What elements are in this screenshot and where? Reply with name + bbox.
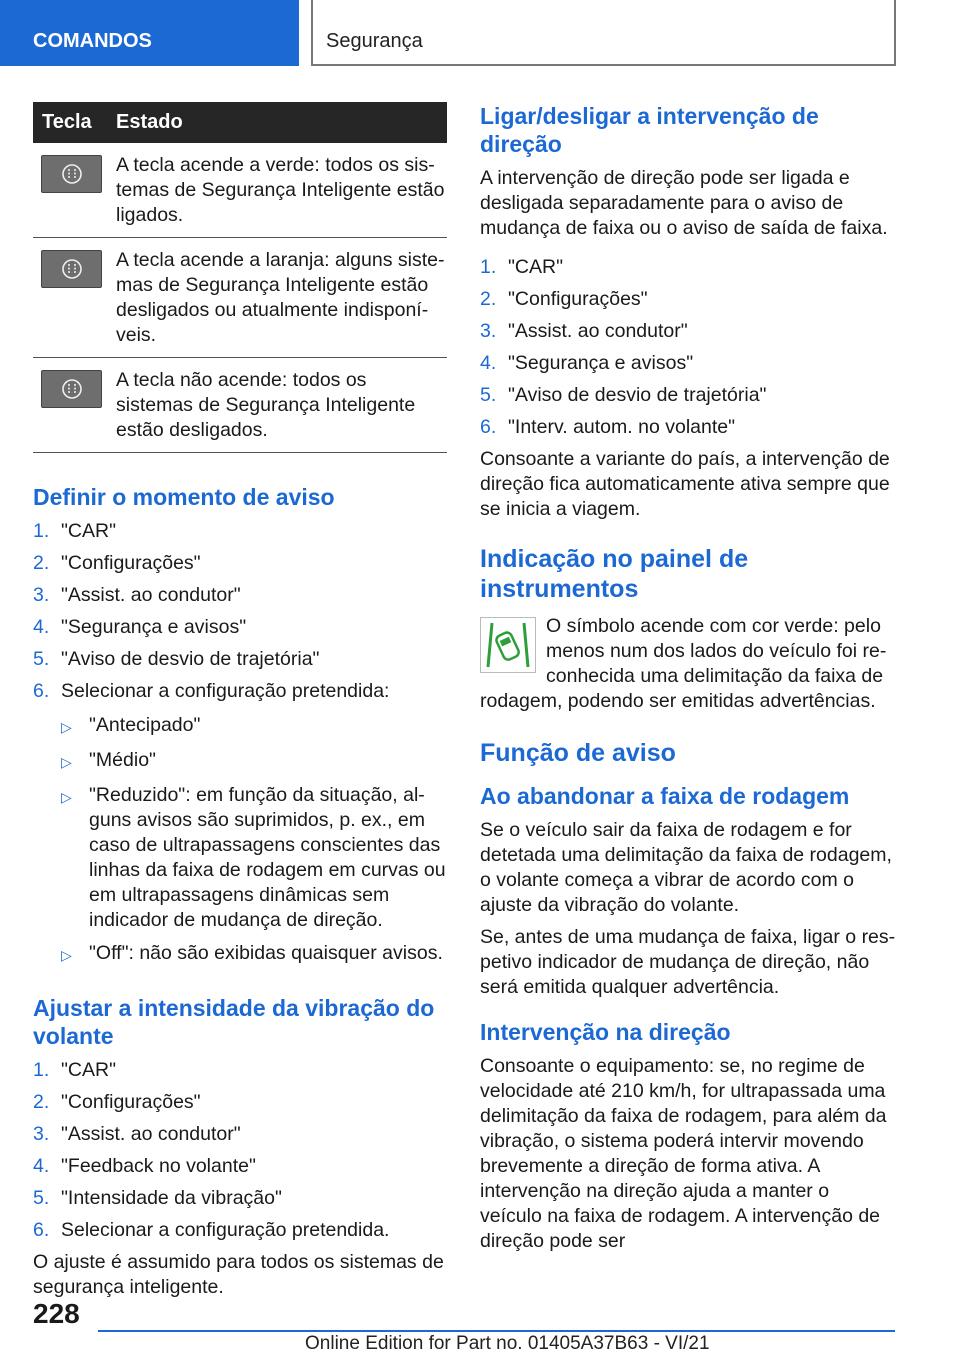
table-row — [33, 358, 447, 453]
list-item: ▷ "Reduzido": em função da situação, alguns avisos são suprimidos, p. ex., em caso de ultrapassagens conscientes das linhas da faixa de rodagem em curvas ou em ultrapassagens dinâmicas sem indicador de mudança de direção. — [61, 784, 446, 931]
header-key: Tecla — [42, 111, 92, 133]
triangle-bullet-icon: ▷ — [61, 947, 72, 963]
steering-note: Consoante a variante do país, a intervenção de direção fica automaticamente ativa sempre que se inicia a viagem. — [480, 448, 890, 520]
list-item: 4. "Segurança e avisos" — [480, 352, 694, 374]
heading-leave-lane: Ao abandonar a faixa de rodagem — [480, 783, 850, 809]
list-item: 6. Selecionar a configuração pretendida. — [33, 1219, 390, 1241]
table-row — [33, 238, 447, 358]
list-item: 2. "Configurações" — [33, 552, 201, 574]
list-item: 4. "Segurança e avisos" — [33, 616, 247, 638]
list-item: 4. "Feedback no volante" — [33, 1155, 256, 1177]
display-paragraph: O símbolo acende com cor verde: pelo menos num dos lados do veículo foi reconhecida uma delimitação da faixa de rodagem, podendo ser emitidas advertências. — [480, 615, 887, 712]
row-text: A tecla não acende: todos os sistemas de Segurança Inteligente estão desligados. — [116, 369, 416, 441]
assist-key-icon — [41, 370, 102, 408]
leave-lane-p2: Se, antes de uma mudança de faixa, ligar o respetivo indicador de mudança de direção, não será emitida qualquer advertência. — [480, 926, 896, 998]
heading-function: Função de aviso — [480, 739, 676, 767]
list-item: 3. "Assist. ao condutor" — [33, 1123, 241, 1145]
right-column — [480, 102, 896, 1261]
row-text: A tecla acende a verde: todos os sistemas de Segurança Inteligente estão ligados. — [116, 154, 445, 226]
heading-steering-toggle: Ligar/desligar a intervenção de direção — [480, 103, 819, 157]
list-item: 3. "Assist. ao condutor" — [480, 320, 688, 342]
list-item: ▷ "Antecipado" — [61, 713, 447, 740]
heading-steering-intervention: Intervenção na direção — [480, 1019, 731, 1045]
list-item: 1. "CAR" — [33, 1059, 117, 1081]
footer-divider — [98, 1330, 895, 1332]
triangle-bullet-icon: ▷ — [61, 754, 72, 770]
options-list — [61, 713, 447, 968]
section-title: Segurança — [326, 30, 423, 52]
list-item: 5. "Aviso de desvio de trajetória" — [480, 384, 767, 406]
steering-intervention-p1: Consoante o equipamento: se, no regime de velocidade até 210 km/h, for ultrapassada uma delimitação da faixa de rodagem, para além da vibração, o sistema poderá intervir movendo brevemente a direção de forma ativa. A intervenção na direção ajuda a manter o veículo na faixa de rodagem. A intervenção de direção pode ser — [480, 1055, 887, 1252]
triangle-bullet-icon: ▷ — [61, 789, 72, 805]
steps-vibration — [33, 1058, 447, 1243]
assist-key-icon — [41, 250, 102, 288]
list-item: 3. "Assist. ao condutor" — [33, 584, 241, 606]
row-text: A tecla acende a laranja: alguns sistemas de Segurança Inteligente estão desligados ou atualmente indisponíveis. — [116, 249, 445, 346]
key-state-table — [33, 102, 447, 453]
list-item: ▷ "Off": não são exibidas quaisquer avisos. — [61, 941, 447, 968]
heading-warning-time: Definir o momento de aviso — [33, 484, 335, 510]
page-number: 228 — [33, 1298, 80, 1329]
list-item: 6. Selecionar a configuração pretendida: ▷ "Antecipado" ▷ "Médio" ▷ "Reduzido": em função da situação, alguns avisos são suprimidos, p. ex., em caso de ultrapassagens conscientes das linhas da faixa de rodagem em curvas ou em ultrapassagens dinâmicas sem indicador de mudança de direção. ▷ "Off": não são exibidas quaisquer avisos. — [33, 679, 447, 976]
leave-lane-p1: Se o veículo sair da faixa de rodagem e for detetada uma delimitação da faixa de rodagem, o volante começa a vibrar de acordo com o ajuste da vibração do volante. — [480, 819, 892, 916]
list-item: 2. "Configurações" — [33, 1091, 201, 1113]
left-column — [33, 102, 447, 1307]
heading-vibration: Ajustar a intensidade da vibração do volante — [33, 995, 435, 1049]
list-item: 1. "CAR" — [480, 256, 564, 278]
table-row — [33, 143, 447, 238]
table-header — [33, 102, 447, 143]
triangle-bullet-icon: ▷ — [61, 719, 72, 735]
steps-steering — [480, 255, 896, 440]
list-item: 6. "Interv. autom. no volante" — [480, 416, 736, 438]
list-item: 5. "Aviso de desvio de trajetória" — [33, 648, 320, 670]
assist-key-icon — [41, 155, 102, 193]
edition-note: Online Edition for Part no. 01405A37B63 - VI/21 — [305, 1333, 710, 1354]
steering-intro: A intervenção de direção pode ser ligada e desligada separadamente para o aviso de mudança de faixa ou o aviso de saída de faixa. — [480, 167, 888, 239]
list-item: ▷ "Médio" — [61, 748, 447, 775]
page-header — [0, 0, 960, 66]
list-item: 1. "CAR" — [33, 520, 117, 542]
list-item: 5. "Intensidade da vibração" — [33, 1187, 282, 1209]
lane-departure-icon — [480, 617, 536, 673]
vibration-note: O ajuste é assumido para todos os sistemas de segurança inteligente. — [33, 1251, 444, 1298]
list-item: 2. "Configurações" — [480, 288, 648, 310]
header-state: Estado — [116, 111, 183, 133]
heading-display: Indicação no painel de instrumentos — [480, 545, 749, 603]
steps-warning-time — [33, 519, 447, 976]
chapter-tab: COMANDOS — [0, 0, 299, 66]
